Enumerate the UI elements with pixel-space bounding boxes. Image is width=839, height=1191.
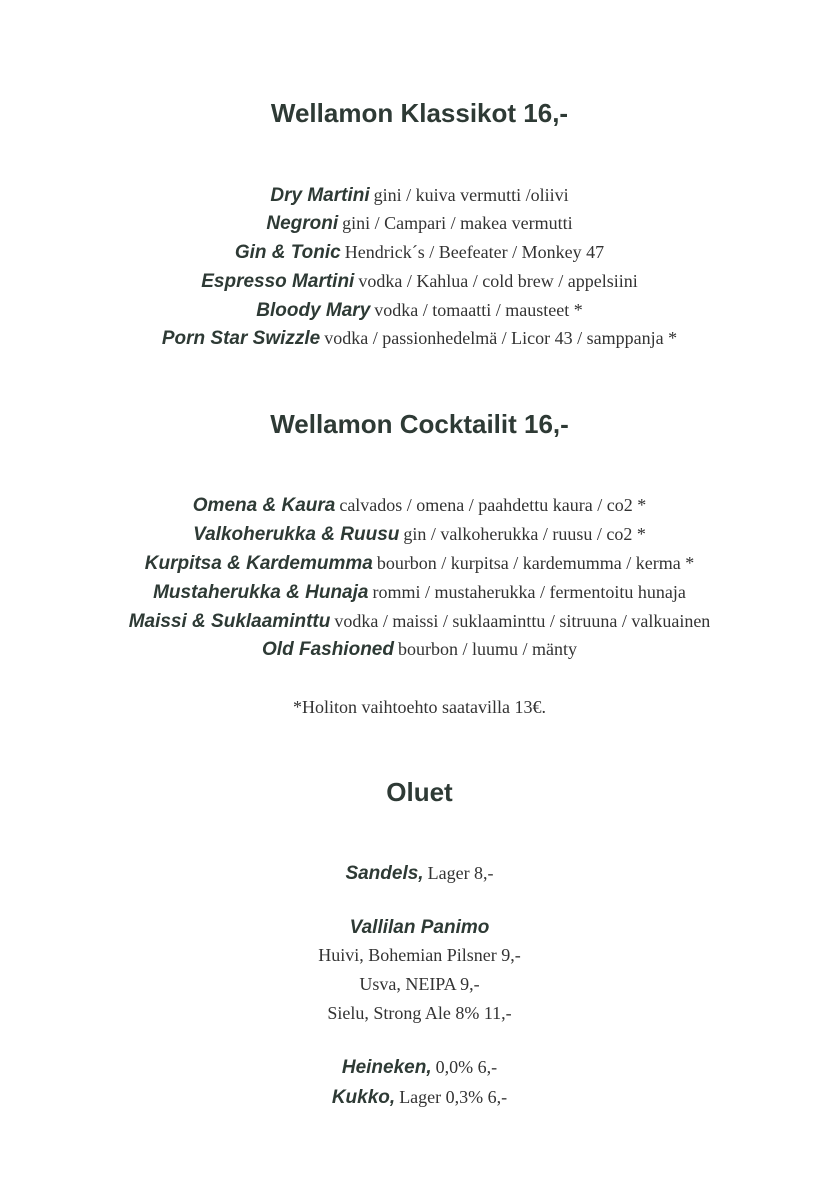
- menu-item: [0, 549, 839, 578]
- item-description: gini / kuiva vermutti /oliivi: [373, 185, 569, 205]
- item-description: bourbon / luumu / mänty: [397, 639, 577, 659]
- item-description: gini / Campari / makea vermutti: [342, 213, 573, 233]
- brewery-name: [0, 913, 839, 942]
- item-name: Mustaherukka & Hunaja: [153, 582, 369, 603]
- item-description: vodka / tomaatti / mausteet *: [374, 300, 583, 320]
- item-description: calvados / omena / paahdettu kaura / co2 *: [339, 495, 647, 515]
- note-text: *Holiton vaihtoehto saatavilla 13€.: [293, 697, 546, 717]
- item-description: vodka / Kahlua / cold brew / appelsiini: [358, 271, 638, 291]
- item-name: Porn Star Swizzle: [161, 328, 321, 349]
- menu-item: [0, 578, 839, 607]
- item-name: Kukko,: [331, 1087, 396, 1108]
- item-name: Valkoherukka & Ruusu: [193, 524, 400, 545]
- item-description: Usva, NEIPA 9,-: [359, 974, 480, 994]
- item-name: Sandels,: [345, 863, 424, 884]
- item-name: Maissi & Suklaaminttu: [128, 611, 331, 632]
- item-description: Hendrick´s / Beefeater / Monkey 47: [344, 242, 605, 262]
- item-description: bourbon / kurpitsa / kardemumma / kerma *: [376, 553, 695, 573]
- beers-heading: Oluet: [386, 777, 453, 807]
- item-name: Omena & Kaura: [192, 495, 336, 516]
- menu-item: [0, 238, 839, 267]
- item-name: Dry Martini: [270, 185, 370, 206]
- cocktails-heading: Wellamon Cocktailit 16,-: [270, 409, 569, 439]
- item-name: Gin & Tonic: [234, 242, 341, 263]
- item-description: Lager 0,3% 6,-: [399, 1087, 508, 1107]
- item-name: Old Fashioned: [262, 639, 394, 660]
- item-description: vodka / passionhedelmä / Licor 43 / samppanja *: [324, 328, 678, 348]
- menu-item: [0, 324, 839, 353]
- item-description: vodka / maissi / suklaaminttu / sitruuna / valkuainen: [334, 611, 711, 631]
- beer-item: [0, 1083, 839, 1112]
- non-alcoholic-note: [0, 693, 839, 722]
- beer-item: [0, 1053, 839, 1082]
- menu-item: [0, 209, 839, 238]
- item-description: Sielu, Strong Ale 8% 11,-: [327, 1003, 512, 1023]
- item-description: Huivi, Bohemian Pilsner 9,-: [318, 945, 521, 965]
- item-description: rommi / mustaherukka / fermentoitu hunaja: [372, 582, 686, 602]
- item-description: 0,0% 6,-: [435, 1057, 498, 1077]
- menu-item: [0, 181, 839, 210]
- menu-item: [0, 267, 839, 296]
- item-description: gin / valkoherukka / ruusu / co2 *: [403, 524, 646, 544]
- beer-item: [0, 999, 839, 1028]
- menu-item: [0, 491, 839, 520]
- menu-item: [0, 635, 839, 664]
- item-description: Lager 8,-: [427, 863, 494, 883]
- item-name: Espresso Martini: [201, 271, 355, 292]
- beer-item: [0, 941, 839, 970]
- item-name: Vallilan Panimo: [349, 917, 490, 938]
- menu-item: [0, 296, 839, 325]
- item-name: Negroni: [266, 213, 339, 234]
- menu-item: [0, 520, 839, 549]
- item-name: Bloody Mary: [256, 300, 371, 321]
- menu-item: [0, 607, 839, 636]
- beer-item: [0, 970, 839, 999]
- item-name: Heineken,: [341, 1057, 432, 1078]
- item-name: Kurpitsa & Kardemumma: [144, 553, 373, 574]
- classics-heading: Wellamon Klassikot 16,-: [270, 98, 569, 128]
- beer-item: [0, 859, 839, 888]
